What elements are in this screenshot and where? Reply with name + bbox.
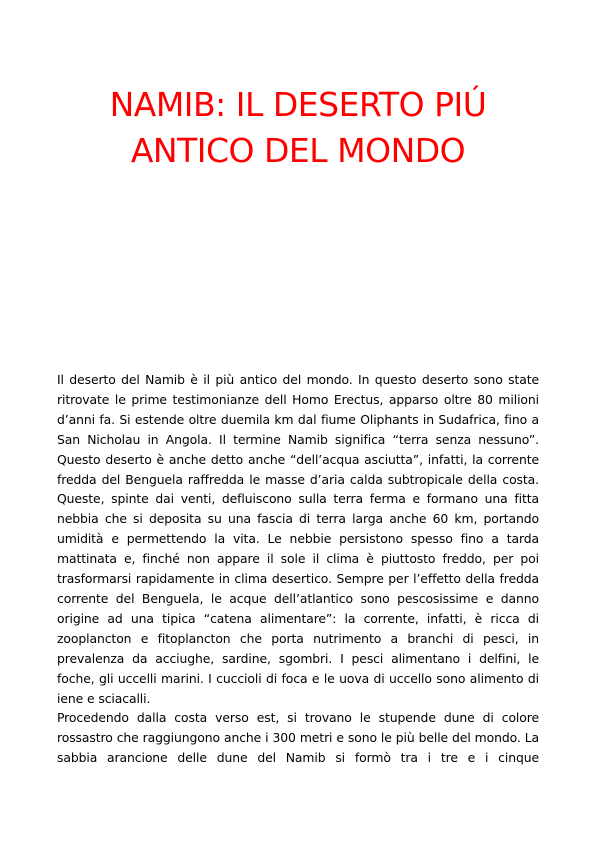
title-line-2: ANTICO DEL MONDO bbox=[130, 131, 466, 170]
title-line-1: NAMIB: IL DESERTO PIÚ bbox=[109, 85, 487, 124]
document-body bbox=[57, 370, 539, 768]
body-paragraph-2: Procedendo dalla costa verso est, si trovano le stupende dune di colore rossastro che raggiungono anche i 300 metri e sono le più belle del mondo. La sabbia arancione delle dune del Namib si formò tra i tre e i cinque bbox=[57, 710, 539, 766]
body-paragraph-1: Il deserto del Namib è il più antico del mondo. In questo deserto sono state ritrovate le prime testimonianze dell Homo Erectus, apparso oltre 80 milioni d’anni fa. Si estende oltre duemila km dal fiume Oliphants in Sudafrica, fino a San Nicholau in Angola. Il termine Namib significa “terra senza nessuno”. Questo deserto è anche detto anche “dell’acqua asciutta”, infatti, la corrente fredda del Benguela raffredda le masse d’aria calda subtropicale della costa. Queste, spinte dai venti, defluiscono sulla terra ferma e formano una fitta nebbia che si deposita su una fascia di terra larga anche 60 km, portando umidità e permettendo la vita. Le nebbie persistono spesso fino a tarda mattinata e, finché non appare il sole il clima è piuttosto freddo, per poi trasformarsi rapidamente in clima desertico. Sempre per l’effetto della fredda corrente del Benguela, le acque dell’atlantico sono pescosissime e danno origine ad una tipica “catena alimentare”: la corrente, infatti, è ricca di zooplancton e fitoplancton che porta nutrimento a branchi di pesci, in prevalenza da acciughe, sardine, sgombri. I pesci alimentano i delfini, le foche, gli uccelli marini. I cuccioli di foca e le uova di uccello sono alimento di iene e sciacalli. bbox=[57, 372, 539, 706]
document-title bbox=[40, 82, 556, 174]
